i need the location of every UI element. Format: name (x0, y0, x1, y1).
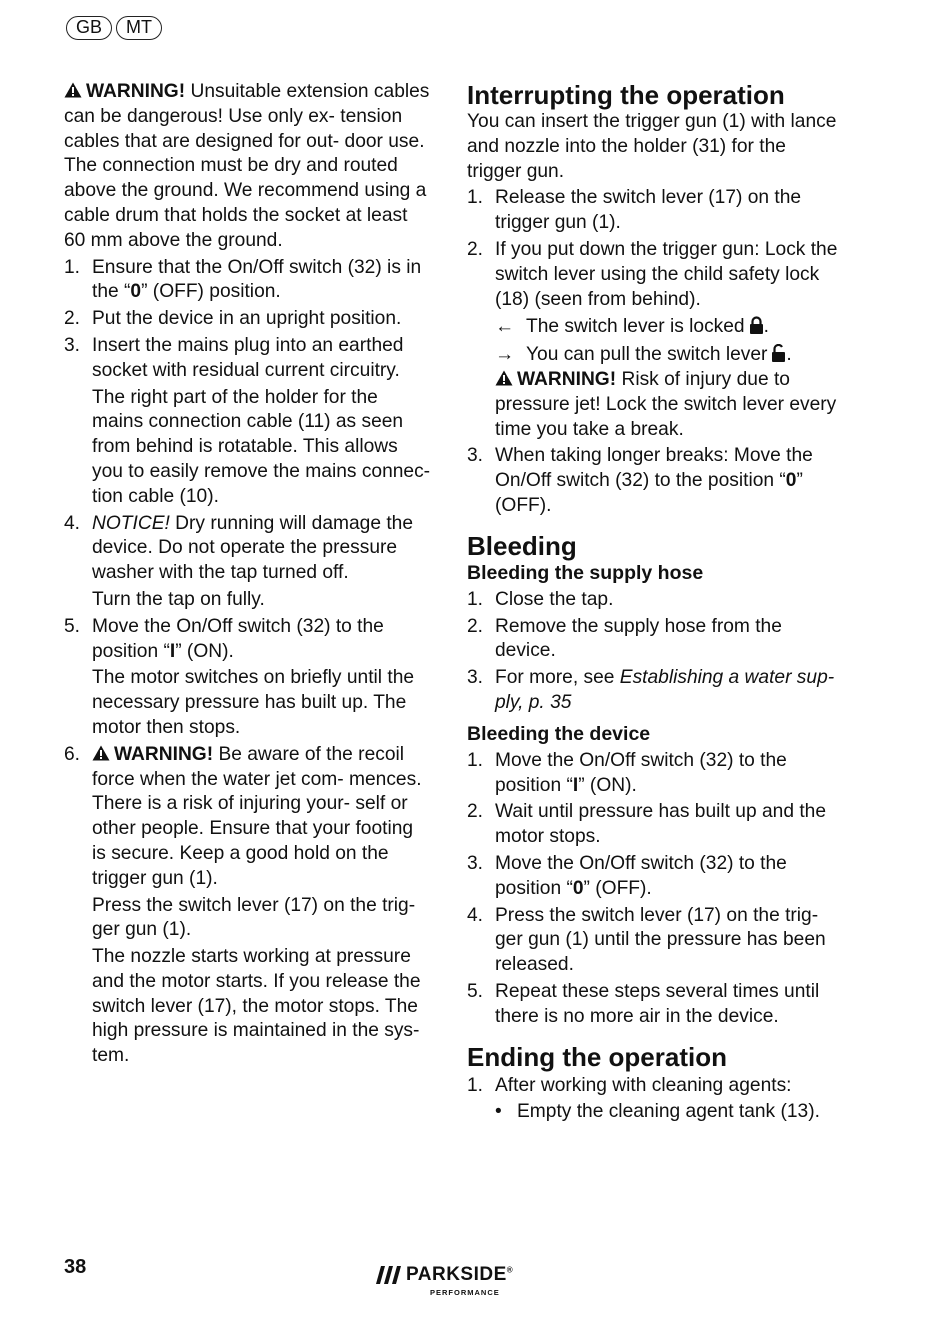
warning-label: WARNING! (86, 81, 186, 102)
language-badge-gb: GB (66, 16, 112, 40)
list-item (64, 307, 432, 332)
step-text: ” (OFF). (583, 877, 652, 899)
warning-text: Unsuitable extension cables can be dangerous! Use only ex- tension cables that are designed for out- door use. The connection must be dry and routed above the ground. We recommend using a cable drum that holds the socket at least 60 mm above the ground. (64, 81, 430, 251)
list-item (467, 238, 843, 442)
step-text: Release the switch lever (17) on the trigger gun (1). (495, 187, 802, 234)
lock-open-icon (771, 344, 786, 362)
step-number: 1. (467, 187, 484, 209)
step-number: 1. (467, 588, 484, 610)
step-text: Repeat these steps several times until there is no more air in the device. (495, 980, 820, 1027)
subheading-device: Bleeding the device (467, 722, 651, 745)
step-number: 5. (467, 980, 484, 1002)
list-item (64, 256, 432, 306)
list-item (467, 980, 843, 1030)
step-number: 3. (467, 445, 484, 467)
warning-triangle-icon (64, 82, 82, 98)
list-item (64, 334, 432, 510)
left-column (64, 80, 432, 1069)
step-number: 3. (64, 334, 81, 356)
step-note: The nozzle starts working at pressure and the motor starts. If you release the switch lever (17), the motor stops. The high pressure is maintained in the sys- tem. (92, 946, 421, 1067)
step-text: Close the tap. (495, 588, 614, 610)
step-number: 3. (467, 667, 484, 689)
heading-ending: Ending the operation (467, 1041, 727, 1072)
step-number: 2. (467, 801, 484, 823)
bullet-item (495, 1100, 843, 1125)
extension-cable-warning (64, 80, 432, 254)
result-end: . (763, 316, 769, 338)
switch-symbol: I (572, 774, 579, 796)
brand-stripes-icon (376, 1266, 402, 1284)
list-item (467, 444, 843, 518)
step-text: Be aware of the recoil force when the water jet com- mences. There is a risk of injuring your- self or other people. Ensure that your footing is secure. Keep a good hold on the trigger gun (1). (92, 743, 422, 889)
switch-symbol: 0 (572, 877, 584, 899)
step-text: When taking longer breaks: Move the On/Off switch (32) to the position “ (495, 445, 813, 492)
step-text: Wait until pressure has built up and the motor stops. (495, 801, 826, 848)
warning-label: WARNING! (517, 368, 617, 390)
bullet-text: Empty the cleaning agent tank (13). (517, 1101, 820, 1123)
interrupt-intro: You can insert the trigger gun (1) with lance and nozzle into the holder (31) for the trigger gun. (467, 111, 837, 182)
brand-name: PARKSIDE® (406, 1264, 514, 1285)
step-text: Press the switch lever (17) on the trig- ger gun (1) until the pressure has been released. (495, 904, 826, 976)
result-line (495, 343, 843, 368)
list-item (467, 800, 843, 850)
list-item (467, 904, 843, 978)
switch-symbol: 0 (130, 281, 142, 303)
list-item (467, 186, 843, 236)
lock-closed-icon (749, 316, 764, 334)
parkside-logo (376, 1264, 536, 1300)
list-item (467, 1074, 843, 1126)
page-number: 38 (64, 1256, 87, 1278)
warning-triangle-icon (495, 370, 513, 386)
step-note: Turn the tap on fully. (92, 588, 265, 610)
switch-symbol: 0 (785, 470, 797, 492)
step-number: 5. (64, 615, 81, 637)
notice-label: NOTICE! (92, 512, 170, 534)
step-text: If you put down the trigger gun: Lock the switch lever using the child safety lock (18) (seen from behind). (495, 238, 838, 310)
heading-interrupting: Interrupting the operation (467, 80, 785, 110)
warning-triangle-icon (92, 745, 110, 761)
step-number: 2. (467, 238, 484, 260)
list-item (64, 512, 432, 613)
step-number: 2. (64, 308, 81, 330)
list-item (64, 615, 432, 741)
right-arrow-icon: → (495, 344, 515, 366)
step-note: Press the switch lever (17) on the trig- ger gun (1). (92, 894, 416, 941)
step-text: Move the On/Off switch (32) to the position “ (92, 615, 384, 662)
list-item (467, 588, 843, 613)
step-text: Remove the supply hose from the device. (495, 615, 782, 662)
brand-tagline: PERFORMANCE (430, 1288, 500, 1297)
step-text: ” (OFF) position. (141, 281, 281, 303)
step-text: Move the On/Off switch (32) to the position “ (495, 749, 787, 796)
step-text: Dry running will damage the device. Do not operate the pressure washer with the tap turned off. (92, 512, 413, 584)
result-text: You can pull the switch lever (526, 344, 768, 366)
step-note: The motor switches on briefly until the necessary pressure has built up. The motor then stops. (92, 667, 415, 738)
language-badge-mt: MT (116, 16, 162, 40)
step-note: The right part of the holder for the mains connection cable (11) as seen from behind is rotatable. This allows you to easily remove the mains connec- tion cable (10). (92, 386, 431, 507)
step-number: 4. (64, 512, 81, 534)
step-number: 2. (467, 615, 484, 637)
step-text: ” (ON). (175, 640, 234, 662)
step-number: 4. (467, 904, 484, 926)
result-end: . (786, 344, 792, 366)
step-text: After working with cleaning agents: (495, 1074, 792, 1096)
bullet-icon: • (495, 1101, 502, 1123)
subheading-supply-hose: Bleeding the supply hose (467, 561, 704, 584)
step-text: For more, see (495, 667, 620, 689)
list-item (64, 743, 432, 1069)
step-text: Move the On/Off switch (32) to the position “ (495, 852, 787, 899)
step-number: 3. (467, 852, 484, 874)
step-number: 1. (467, 749, 484, 771)
result-text: The switch lever is locked (526, 316, 745, 338)
step-number: 1. (64, 256, 81, 278)
list-item (467, 852, 843, 902)
list-item (467, 615, 843, 665)
switch-symbol: I (169, 640, 176, 662)
left-arrow-icon: ← (495, 316, 515, 338)
step-number: 1. (467, 1074, 484, 1096)
step-text: Ensure that the On/Off switch (32) is in the “ (92, 256, 422, 303)
step-text: Put the device in an upright position. (92, 308, 402, 330)
warning-text: Risk of injury due to pressure jet! Lock the switch lever every time you take a break. (495, 368, 837, 440)
step-text: ” (ON). (578, 774, 637, 796)
cross-reference: Establishing a water sup- ply, p. 35 (495, 667, 835, 713)
warning-label: WARNING! (114, 743, 214, 765)
list-item (467, 749, 843, 799)
result-line (495, 315, 843, 340)
step-text: Insert the mains plug into an earthed socket with residual current circuitry. (92, 334, 404, 381)
language-badges (66, 16, 162, 40)
list-item (467, 666, 843, 716)
right-column (467, 80, 843, 1125)
step-text: ” (OFF). (495, 470, 803, 516)
step-number: 6. (64, 743, 81, 765)
heading-bleeding: Bleeding (467, 530, 577, 561)
